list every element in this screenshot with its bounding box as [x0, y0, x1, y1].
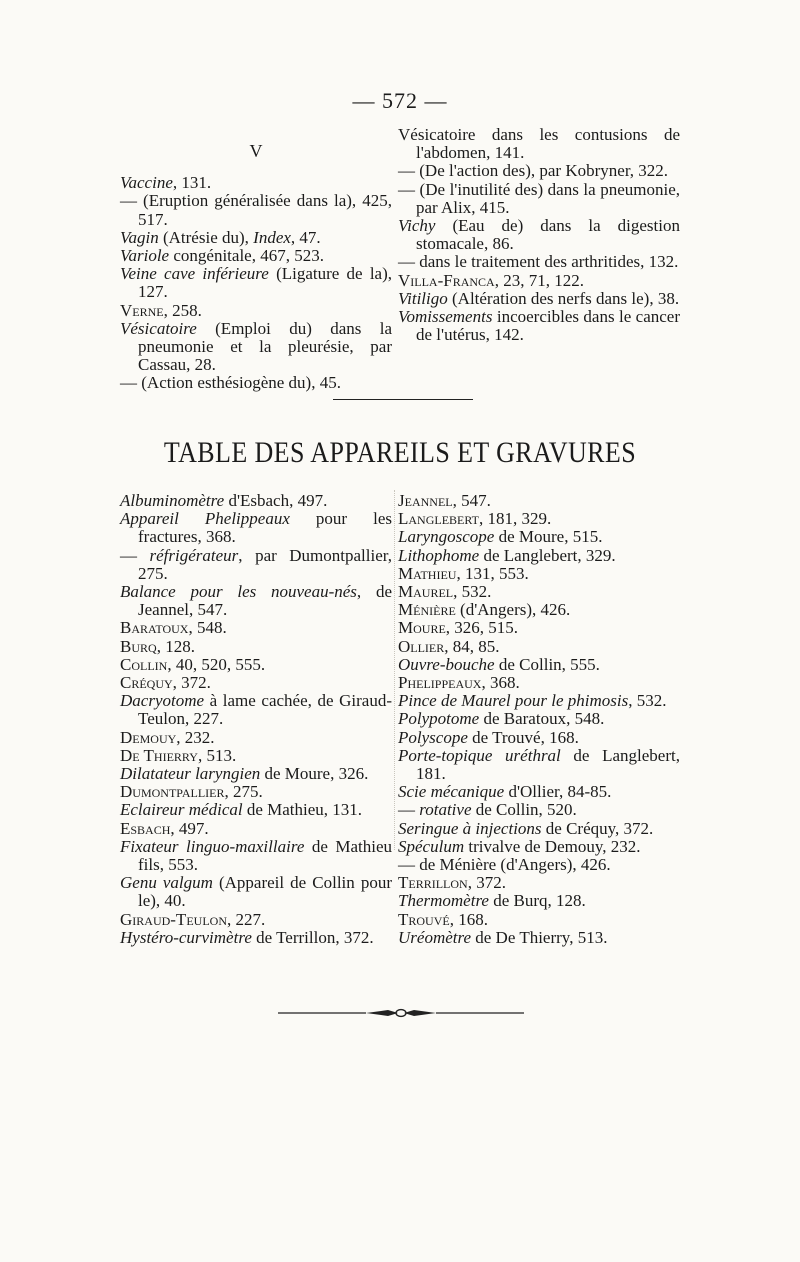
entry-segment: Hystéro-curvimètre: [120, 927, 252, 947]
entry-segment: de Langlebert, 329.: [479, 545, 616, 565]
entry-segment: Demouy: [120, 727, 177, 747]
entry-segment: congénitale, 467, 523.: [169, 246, 324, 266]
entry-segment: Maurel: [398, 582, 454, 602]
index-entry: [398, 619, 680, 637]
entry-segment: , 513.: [197, 745, 237, 765]
entry-segment: Giraud-Teulon: [120, 909, 227, 929]
index-entry: [398, 272, 680, 290]
section-title: TABLE DES APPAREILS ET GRAVURES: [163, 436, 637, 469]
index-entry: [120, 374, 392, 392]
index-entry: [120, 929, 392, 947]
entry-segment: , 532.: [453, 582, 492, 602]
entry-segment: Uréomètre: [398, 927, 472, 947]
entry-segment: Fixateur linguo-maxillaire: [120, 836, 305, 856]
entry-segment: Index: [253, 227, 291, 247]
entry-segment: (Appareil de Collin pour le), 40.: [138, 873, 392, 911]
entry-segment: Scie mécanique: [398, 782, 505, 802]
index-entry: [120, 838, 392, 874]
index-entry: [120, 229, 392, 247]
entry-segment: — de Ménière (d'Angers), 426.: [398, 855, 611, 875]
entry-segment: d'Esbach, 497.: [224, 491, 328, 510]
index-entry: [398, 856, 680, 874]
entry-segment: de Mathieu, 131.: [242, 800, 363, 820]
entry-segment: de De Thierry, 513.: [471, 927, 608, 947]
entry-segment: Créquy: [120, 673, 173, 693]
entry-segment: , de Jeannel, 547.: [138, 582, 392, 620]
entry-segment: à lame cachée, de Giraud-Teulon, 227.: [138, 691, 392, 729]
entry-segment: pour les fractures, 368.: [138, 509, 393, 547]
index-entry: [398, 747, 680, 783]
entry-segment: Variole: [120, 246, 170, 266]
index-entry: [120, 820, 392, 838]
entry-segment: Laryngoscope: [398, 527, 495, 547]
entry-segment: , 275.: [224, 782, 263, 802]
entry-segment: , 23, 71, 122.: [494, 270, 584, 290]
entry-segment: —: [120, 545, 150, 565]
index-entry: [398, 929, 680, 947]
entry-segment: —: [398, 800, 420, 820]
index-entry: [120, 619, 392, 637]
index-entry: [398, 874, 680, 892]
entry-segment: Villa-Franca: [398, 270, 495, 290]
entry-segment: Genu valgum: [120, 873, 213, 893]
index-entry: [398, 801, 680, 819]
entry-segment: Lithophome: [398, 545, 480, 565]
index-column-left: [120, 126, 392, 393]
entry-segment: , 128.: [156, 636, 195, 656]
entry-segment: de Trouvé, 168.: [467, 727, 579, 747]
entry-segment: de Collin, 520.: [471, 800, 577, 820]
index-entry: [398, 729, 680, 747]
entry-segment: Ollier: [398, 636, 445, 656]
entry-segment: , 168.: [449, 909, 488, 929]
entry-segment: Terrillon: [398, 873, 468, 893]
entry-segment: , 40, 520, 555.: [167, 654, 266, 674]
index-entry: [398, 181, 680, 217]
entry-segment: Vomissements: [398, 307, 493, 327]
entry-segment: de Mathieu fils, 553.: [138, 836, 392, 875]
entry-segment: de Créquy, 372.: [541, 818, 654, 838]
index-entry: [398, 638, 680, 656]
entry-segment: Ménière: [398, 600, 456, 620]
entry-segment: (d'Angers), 426.: [455, 600, 571, 620]
index-entry: [398, 253, 680, 271]
entry-segment: Burq: [120, 636, 157, 656]
entry-segment: — dans le traitement des arthritides, 132.: [398, 252, 679, 272]
entry-segment: de Burq, 128.: [488, 891, 586, 911]
index-entry: [120, 674, 392, 692]
entry-segment: Spéculum: [398, 836, 465, 856]
table-column-left: [120, 492, 392, 947]
index-entry: [398, 692, 680, 710]
entry-segment: de Terrillon, 372.: [251, 927, 374, 947]
column-separator: [394, 490, 395, 850]
entry-segment: , 372.: [467, 873, 506, 893]
entry-segment: Vésicatoire: [120, 318, 197, 338]
entry-segment: Vitiligo: [398, 288, 448, 308]
index-entry: [398, 217, 680, 253]
entry-segment: (Eau de) dans la digestion stomacale, 86.: [416, 216, 680, 254]
entry-segment: , 368.: [481, 673, 520, 693]
entry-segment: d'Ollier, 84-85.: [504, 782, 612, 802]
entry-segment: , 131.: [172, 173, 212, 193]
index-entry: [120, 320, 392, 375]
index-entry: [120, 874, 392, 910]
entry-segment: Phelippeaux: [398, 673, 482, 693]
index-entry: [120, 911, 392, 929]
index-entry: [398, 710, 680, 728]
index-entry: [398, 583, 680, 601]
entry-segment: Vaccine: [120, 173, 173, 193]
index-entry: [398, 126, 680, 162]
entry-segment: Porte-topique uréthral: [398, 745, 561, 765]
entry-segment: (Ligature de la), 127.: [138, 264, 392, 302]
entry-segment: Trouvé: [398, 909, 450, 929]
entry-segment: Balance pour les nouveau-nés: [120, 582, 357, 602]
index-entry: [398, 290, 680, 308]
index-entry: [120, 192, 392, 228]
index-entry: [120, 492, 392, 510]
entry-segment: Verne: [120, 300, 164, 320]
entry-segment: , 532.: [628, 691, 667, 711]
index-entry: [398, 674, 680, 692]
entry-segment: — (Action esthésiogène du), 45.: [120, 373, 341, 393]
index-entry: [120, 747, 392, 765]
entry-segment: de Moure, 515.: [494, 527, 603, 547]
entry-segment: (Atrésie du),: [158, 227, 254, 247]
entry-segment: , 372.: [172, 673, 211, 693]
entry-segment: Collin: [120, 654, 168, 674]
index-entry: [398, 820, 680, 838]
end-ornament: [270, 1006, 532, 1020]
entry-segment: Mathieu: [398, 563, 457, 583]
entry-segment: de Langlebert, 181.: [416, 745, 680, 784]
entry-segment: Vagin: [120, 227, 159, 247]
entry-segment: , 232.: [176, 727, 215, 747]
index-entry: [120, 783, 392, 801]
index-entry: [120, 583, 392, 619]
index-entry: [120, 656, 392, 674]
entry-segment: de Moure, 326.: [260, 764, 369, 784]
entry-segment: — (De l'inutilité des) dans la pneumonie, par Alix, 415.: [398, 179, 680, 217]
index-entry: [120, 265, 392, 301]
entry-segment: , 47.: [290, 227, 321, 247]
index-entry: [398, 892, 680, 910]
index-entry: [398, 783, 680, 801]
index-entry: [120, 247, 392, 265]
page-number: — 572 —: [352, 88, 448, 113]
entry-segment: Polypotome: [398, 709, 480, 729]
index-letter-heading: V: [249, 141, 263, 161]
entry-segment: Polyscope: [398, 727, 468, 747]
index-entry: [398, 838, 680, 856]
entry-segment: , 547.: [452, 491, 491, 510]
entry-segment: Dumontpallier: [120, 782, 225, 802]
entry-segment: , par Dumontpallier, 275.: [138, 545, 392, 583]
entry-segment: Esbach: [120, 818, 171, 838]
index-entry: [120, 765, 392, 783]
entry-segment: , 548.: [188, 618, 227, 638]
index-entry: [398, 528, 680, 546]
entry-segment: (Altération des nerfs dans le), 38.: [447, 288, 680, 308]
index-entry: [120, 638, 392, 656]
entry-segment: Appareil Phelippeaux: [120, 509, 290, 529]
index-entry: [120, 692, 392, 728]
entry-segment: Vésicatoire dans les contusions de l'abdomen, 141.: [398, 125, 680, 163]
index-entry: [120, 510, 392, 546]
index-entry: [398, 911, 680, 929]
section-divider-rule: [333, 399, 473, 400]
entry-segment: Veine cave inférieure: [120, 264, 269, 284]
index-entry: [398, 510, 680, 528]
entry-segment: , 326, 515.: [445, 618, 519, 638]
entry-segment: Vichy: [398, 216, 436, 236]
entry-segment: Dacryotome: [120, 691, 205, 711]
table-entries-right: [398, 492, 680, 947]
index-entry: [398, 308, 680, 344]
index-entries-right: [398, 126, 680, 344]
index-entry: [398, 601, 680, 619]
entry-segment: , 497.: [170, 818, 209, 838]
entry-segment: , 131, 553.: [456, 563, 529, 583]
entry-segment: Eclaireur médical: [120, 800, 243, 820]
entry-segment: , 84, 85.: [444, 636, 500, 656]
index-entry: [120, 801, 392, 819]
entry-segment: Baratoux: [120, 618, 189, 638]
entry-segment: — (Eruption généralisée dans la), 425, 517.: [120, 191, 392, 229]
index-entries-left: [120, 174, 392, 392]
entry-segment: Moure: [398, 618, 446, 638]
index-entry: [398, 162, 680, 180]
entry-segment: Pince de Maurel pour le phimosis: [398, 691, 629, 711]
index-entry: [398, 492, 680, 510]
index-entry: [398, 547, 680, 565]
index-entry: [120, 729, 392, 747]
entry-segment: Langlebert: [398, 509, 479, 529]
entry-segment: incoercibles dans le cancer de l'utérus, 142.: [416, 307, 680, 345]
index-entry: [398, 656, 680, 674]
entry-segment: Thermomètre: [398, 891, 489, 911]
index-entry: [120, 547, 392, 583]
entry-segment: réfrigérateur: [149, 545, 239, 565]
entry-segment: de Baratoux, 548.: [479, 709, 605, 729]
entry-segment: , 227.: [226, 909, 266, 929]
entry-segment: de Collin, 555.: [494, 654, 600, 674]
table-column-right: [398, 492, 680, 947]
entry-segment: De Thierry: [120, 745, 198, 765]
entry-segment: — (De l'action des), par Kobryner, 322.: [398, 161, 669, 181]
entry-segment: (Emploi du) dans la pneumonie et la pleurésie, par Cassau, 28.: [138, 318, 392, 375]
entry-segment: Albuminomètre: [120, 491, 225, 510]
entry-segment: Seringue à injections: [398, 818, 542, 838]
entry-segment: Jeannel: [398, 491, 453, 510]
index-column-right: [398, 126, 680, 344]
entry-segment: Dilatateur laryngien: [120, 764, 261, 784]
index-entry: [120, 174, 392, 192]
table-entries-left: [120, 492, 392, 947]
index-entry: [398, 565, 680, 583]
entry-segment: trivalve de Demouy, 232.: [464, 836, 641, 856]
index-entry: [120, 302, 392, 320]
entry-segment: , 258.: [163, 300, 202, 320]
entry-segment: Ouvre-bouche: [398, 654, 495, 674]
entry-segment: , 181, 329.: [479, 509, 552, 529]
entry-segment: rotative: [419, 800, 472, 820]
